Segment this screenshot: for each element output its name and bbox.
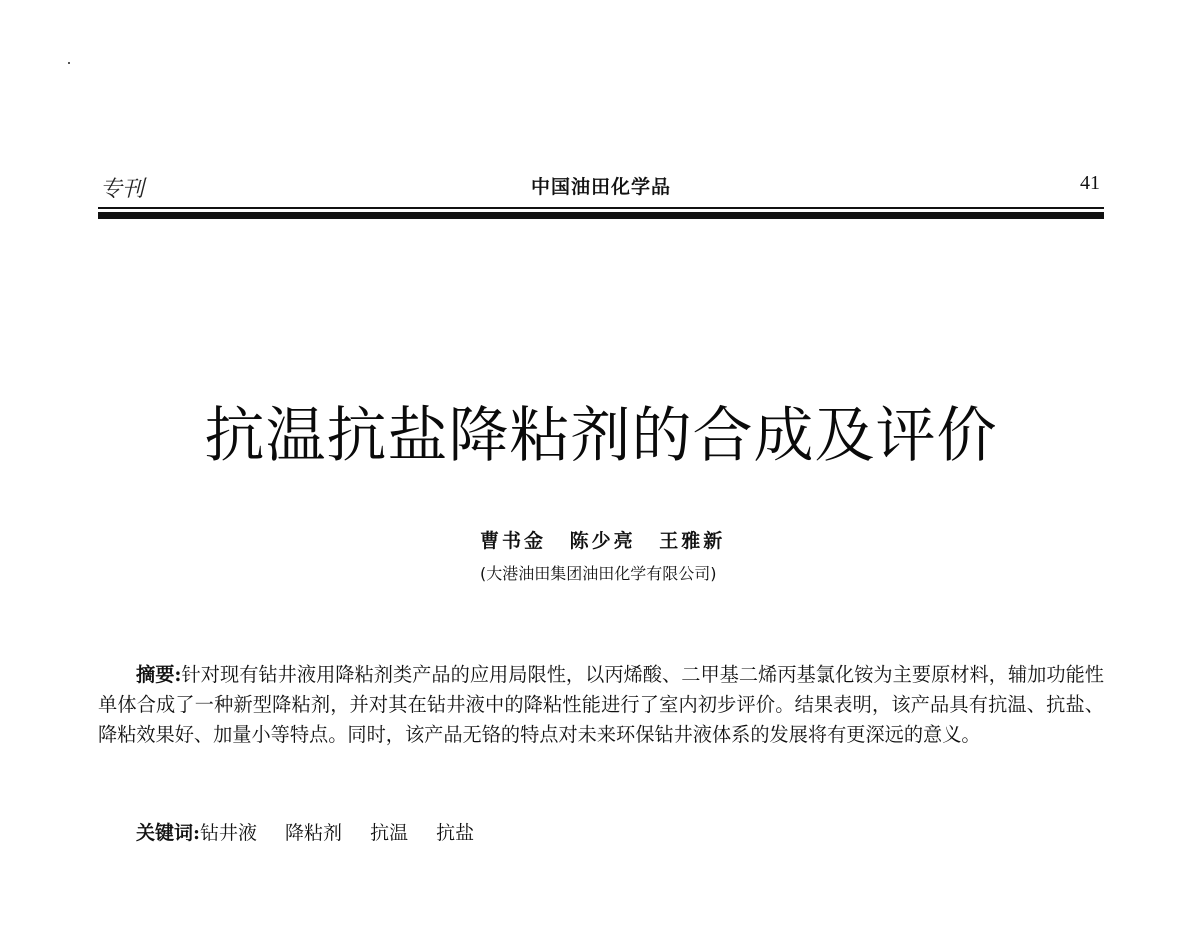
- keywords-label: 关键词:: [136, 822, 201, 844]
- page-number: 41: [1080, 172, 1100, 194]
- abstract-label: 摘要:: [136, 663, 182, 686]
- authors: 曹书金 陈少亮 王雅新: [480, 530, 726, 552]
- running-header: [98, 168, 1104, 204]
- abstract: [98, 660, 1104, 750]
- affiliation: (大港油田集团油田化学有限公司): [480, 564, 717, 583]
- abstract-text: 针对现有钻井液用降粘剂类产品的应用局限性，以丙烯酸、二甲基二烯丙基氯化铵为主要原材料，辅加功能性单体合成了一种新型降粘剂，并对其在钻井液中的降粘性能进行了室内初步评价。结果表明，该产品具有抗温、抗盐、降粘效果好、加量小等特点。同时，该产品无铬的特点对未来环保钻井液体系的发展将有更深远的意义。: [98, 663, 1104, 746]
- keywords: [136, 818, 474, 845]
- special-issue-label: 专刊: [100, 177, 145, 202]
- article-title: 抗温抗盐降粘剂的合成及评价: [204, 401, 998, 471]
- keywords-text: 钻井液 降粘剂 抗温 抗盐: [200, 822, 475, 844]
- header-rule-thin: [98, 207, 1104, 209]
- scan-speck: [68, 62, 70, 64]
- journal-name: 中国油田化学品: [530, 176, 671, 198]
- header-rule-thick: [98, 212, 1104, 219]
